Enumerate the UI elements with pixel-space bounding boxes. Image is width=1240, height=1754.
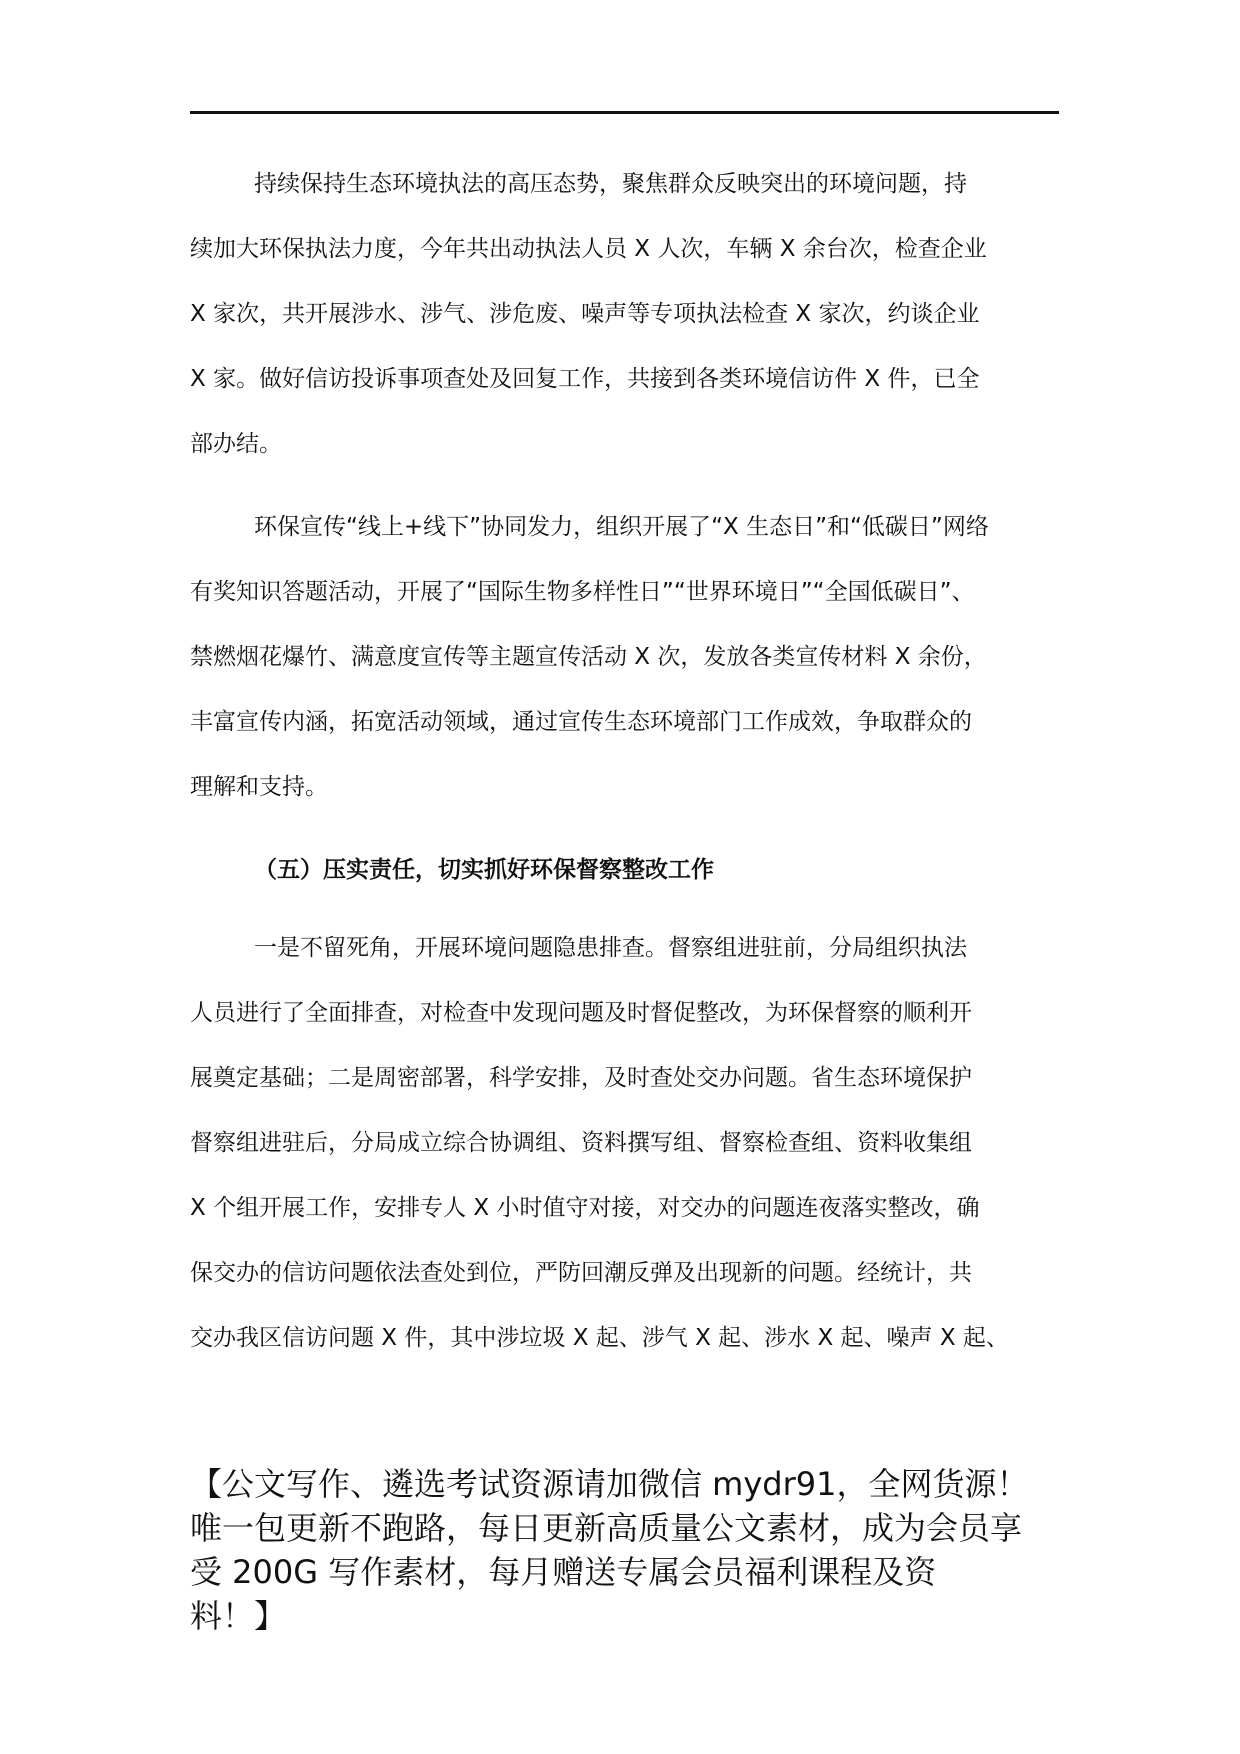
paragraph-line: 保交办的信访问题依法查处到位，严防回潮反弹及出现新的问题。经统计，共 [190,1260,972,1286]
paragraph-line: 有奖知识答题活动，开展了“国际生物多样性日”“世界环境日”“全国低碳日”、 [190,579,975,605]
section-heading: （五）压实责任，切实抓好环保督察整改工作 [254,857,714,883]
paragraph-line: 理解和支持。 [190,774,328,800]
paragraph-line: 督察组进驻后，分局成立综合协调组、资料撰写组、督察检查组、资料收集组 [190,1130,972,1156]
paragraph-line: 一是不留死角，开展环境问题隐患排查。督察组进驻前，分局组织执法 [254,935,967,961]
paragraph-line: 展奠定基础；二是周密部署，科学安排，及时查处交办问题。省生态环境保护 [190,1065,972,1091]
promo-line: 料！】 [190,1597,287,1635]
header-rule [190,111,1059,114]
paragraph-line: X 家次，共开展涉水、涉气、涉危废、噪声等专项执法检查 X 家次，约谈企业 [190,301,980,327]
paragraph-publicity [190,495,1060,820]
promo-line: 受 200G 写作素材，每月赠送专属会员福利课程及资 [190,1553,937,1591]
paragraph-line: 丰富宣传内涵，拓宽活动领域，通过宣传生态环境部门工作成效，争取群众的 [190,709,972,735]
paragraph-line: 续加大环保执法力度，今年共出动执法人员 X 人次，车辆 X 余台次，检查企业 [190,236,987,262]
promo-line: 【公文写作、遴选考试资源请加微信 mydr91，全网货源！ [190,1465,1029,1503]
promo-line: 唯一包更新不跑路，每日更新高质量公文素材，成为会员享 [190,1509,1023,1547]
paragraph-line: 禁燃烟花爆竹、满意度宣传等主题宣传活动 X 次，发放各类宣传材料 X 余份， [190,644,987,670]
paragraph-line: X 家。做好信访投诉事项查处及回复工作，共接到各类环境信访件 X 件，已全 [190,366,980,392]
paragraph-line: 持续保持生态环境执法的高压态势，聚焦群众反映突出的环境问题，持 [254,171,967,197]
promo-banner [190,1462,1070,1638]
paragraph-line: 交办我区信访问题 X 件，其中涉垃圾 X 起、涉气 X 起、涉水 X 起、噪声 X 起、 [190,1325,1009,1351]
paragraph-line: 人员进行了全面排查，对检查中发现问题及时督促整改，为环保督察的顺利开 [190,1000,972,1026]
paragraph-line: X 个组开展工作，安排专人 X 小时值守对接，对交办的问题连夜落实整改，确 [190,1195,980,1221]
paragraph-line: 部办结。 [190,431,282,457]
paragraph-line: 环保宣传“线上+线下”协同发力，组织开展了“X 生态日”和“低碳日”网络 [254,514,989,540]
paragraph-enforcement [190,152,1060,477]
paragraph-inspection [190,916,1060,1371]
